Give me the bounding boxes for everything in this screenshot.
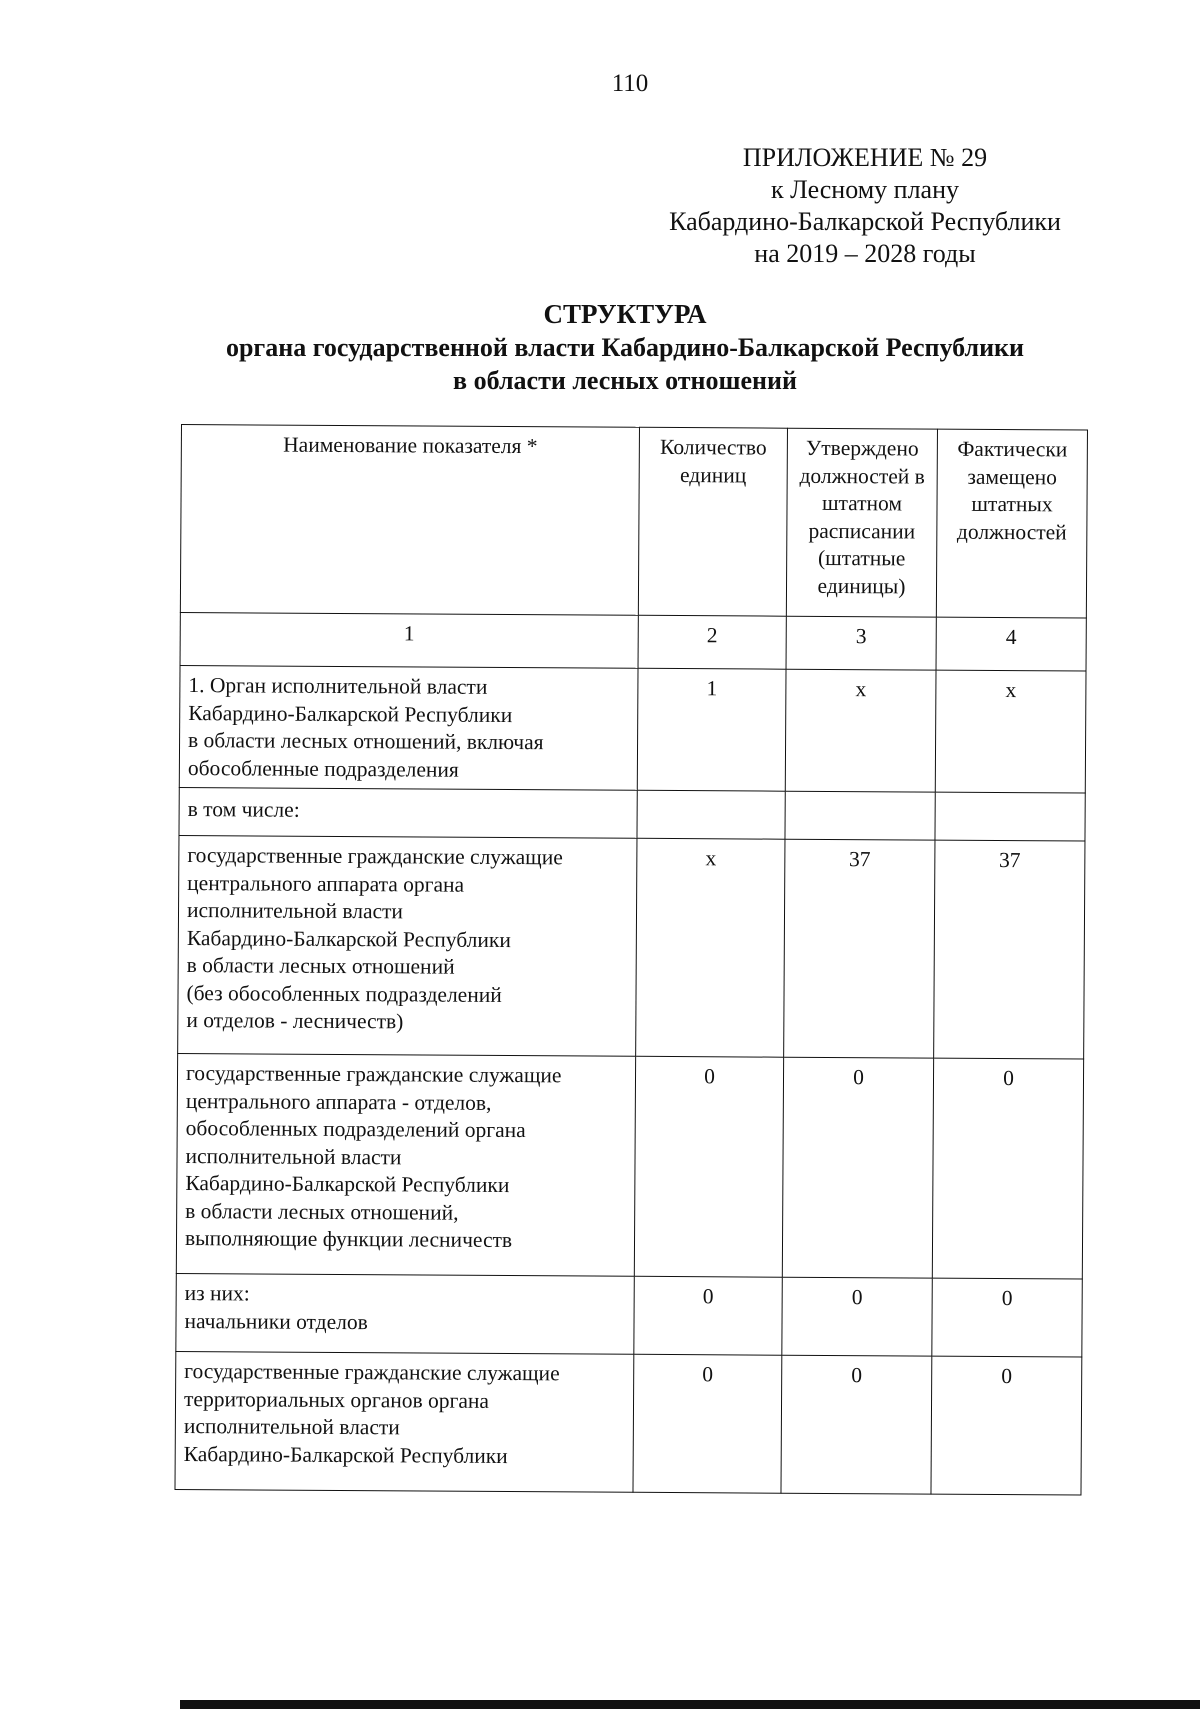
header-indicator-name: Наименование показателя * [180, 425, 639, 616]
column-number-row [180, 612, 1086, 671]
table-row [178, 835, 1085, 1059]
appendix-number: ПРИЛОЖЕНИЕ № 29 [742, 143, 988, 172]
approved-value: 0 [782, 1277, 932, 1356]
indicator-name: в том числе: [179, 787, 637, 838]
unit-count-value: 0 [634, 1276, 782, 1355]
approved-value: х [785, 669, 936, 792]
table-row [176, 1053, 1083, 1279]
filled-value: 0 [931, 1356, 1082, 1495]
filled-value: 0 [932, 1058, 1083, 1279]
table-header-row [180, 425, 1087, 619]
unit-count-value: 0 [633, 1354, 782, 1493]
indicator-name: из них: начальники отделов [176, 1273, 634, 1354]
appendix-reference: к Лесному плану [770, 175, 960, 204]
unit-count-value [637, 790, 785, 839]
column-number: 1 [180, 612, 638, 668]
table-row [176, 1273, 1082, 1357]
document-title [150, 298, 1100, 397]
appendix-header [600, 142, 1130, 270]
header-filled-positions: Фактически замещено штатных должностей [936, 429, 1087, 618]
table-row [179, 665, 1086, 793]
unit-count-value: 1 [637, 668, 786, 791]
approved-value: 0 [782, 1057, 933, 1278]
approved-value: 0 [781, 1355, 932, 1494]
filled-value [935, 792, 1085, 841]
indicator-name: государственные гражданские служащие территориальных органов органа исполнительной власти Кабардино-Балкарской Республики [175, 1351, 634, 1492]
structure-table [174, 424, 1087, 1496]
appendix-period: на 2019 – 2028 годы [754, 239, 976, 268]
title-main: СТРУКТУРА [543, 299, 707, 329]
indicator-name: 1. Орган исполнительной власти Кабардино-Балкарской Республики в области лесных отношений, включая обособленные подразделения [179, 665, 638, 790]
approved-value [785, 791, 935, 840]
column-number: 4 [936, 617, 1086, 671]
unit-count-value: 0 [634, 1056, 783, 1277]
unit-count-value: х [636, 838, 785, 1057]
header-approved-positions: Утверждено должностей в штатном расписании (штатные единицы) [786, 428, 937, 617]
approved-value: 37 [784, 839, 935, 1058]
column-number: 2 [638, 615, 786, 669]
table-row [179, 787, 1085, 841]
appendix-region: Кабардино-Балкарской Республики [669, 207, 1061, 236]
filled-value: 37 [934, 840, 1085, 1059]
filled-value: х [935, 670, 1086, 793]
filled-value: 0 [932, 1278, 1082, 1357]
title-line-3: в области лесных отношений [453, 366, 797, 395]
header-unit-count: Количество единиц [638, 427, 787, 616]
page-number: 110 [611, 70, 649, 97]
table-row [175, 1351, 1082, 1495]
column-number: 3 [786, 616, 936, 670]
title-line-2: органа государственной власти Кабардино-Балкарской Республики [225, 333, 1025, 362]
indicator-name: государственные гражданские служащие центрального аппарата органа исполнительной власти Кабардино-Балкарской Республики в области лесных отношений (без обособленных подразделений и отделов - лесничеств) [178, 835, 637, 1056]
indicator-name: государственные гражданские служащие центрального аппарата - отделов, обособленных подразделений органа исполнительной власти Кабардино-Балкарской Республики в области лесных отношений, выполняющие функции лесничеств [176, 1053, 635, 1276]
scan-edge [180, 1700, 1200, 1709]
